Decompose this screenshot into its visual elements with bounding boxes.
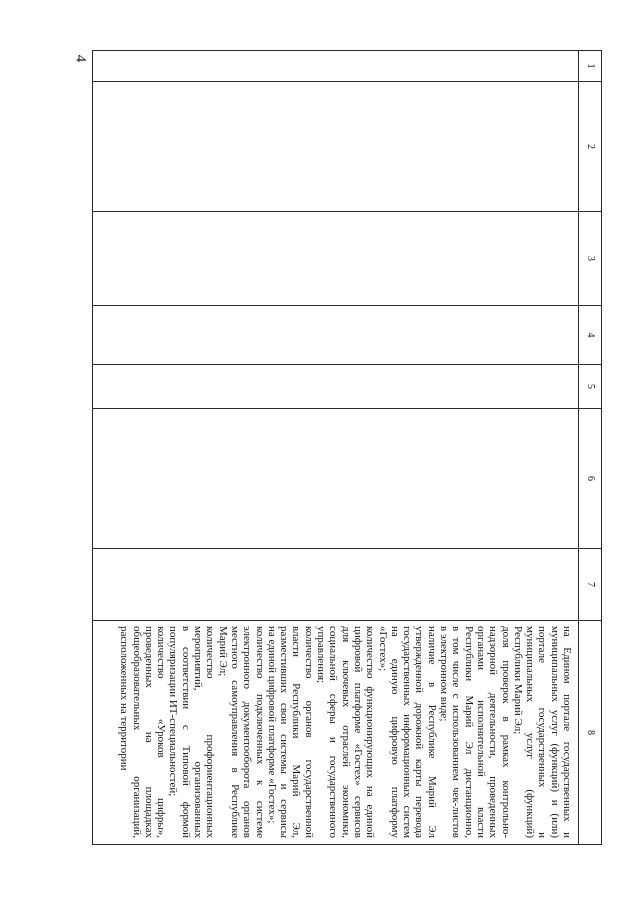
column-7-cell [93, 549, 579, 621]
text-line: в электронном виде; [438, 626, 451, 722]
text-line: на единую цифровую платформу [388, 626, 401, 838]
text-line: общеобразовательных организаций, [130, 626, 143, 838]
text-line: проведенных на площадках [142, 626, 155, 838]
column-2-cell [93, 82, 579, 212]
indicators-text [118, 626, 573, 838]
text-line: надзорной деятельности, проведенных [487, 626, 500, 838]
text-line: количество функционирующих на единой [364, 626, 377, 838]
text-line: управления; [315, 626, 328, 684]
text-line: на Едином портале государственных и [561, 626, 573, 838]
text-line: муниципальных услуг (функций) и (или) [548, 626, 561, 838]
column-header-1: 1 [579, 51, 601, 82]
column-header-6: 6 [579, 409, 601, 549]
page-number: 4 [72, 54, 89, 63]
text-line: доля проверок в рамках контрольно- [499, 626, 512, 838]
text-line: мероприятий, организованных [192, 626, 205, 838]
column-header-2: 2 [579, 82, 601, 212]
text-line: в том числе с использованием чек-листов [450, 626, 463, 838]
text-line: популяризации ИТ-специальностей; [167, 626, 180, 797]
text-line: портале государственных и [536, 626, 549, 838]
text-line: Марий Эл; [216, 626, 229, 677]
text-line: для ключевых отраслей экономики, [339, 626, 352, 838]
text-line: количество органов государственной [302, 626, 315, 838]
text-line: местного самоуправления в Республике [228, 626, 241, 838]
column-4-cell [93, 306, 579, 365]
document-table [92, 50, 602, 845]
text-line: наличие в Республике Марий Эл [425, 626, 438, 838]
text-line: в соответствии с Типовой формой [179, 626, 192, 838]
text-line: количество профориентационных [204, 626, 217, 838]
text-line: муниципальных услуг (функций) [524, 626, 537, 838]
text-line: органами исполнительной власти [474, 626, 487, 838]
column-8-cell [93, 621, 579, 844]
column-3-cell [93, 212, 579, 306]
text-line: электронного документооборота органов [241, 626, 254, 838]
text-line: утвержденной дорожной карты перевода [413, 626, 426, 838]
table-header-row [578, 51, 601, 844]
text-line: Республики Марий Эл дистанционно, [462, 626, 475, 838]
text-line: на единой цифровой платформе «Гостех»; [265, 626, 278, 824]
text-line: власти Республики Марий Эл, [290, 626, 303, 838]
column-header-8: 8 [585, 730, 596, 735]
column-6-cell [93, 409, 579, 549]
text-line: социальной сферы и государственного [327, 626, 340, 838]
column-header-4: 4 [579, 306, 601, 365]
text-line: разместивших свои системы и сервисы [278, 626, 291, 838]
column-header-7: 7 [579, 549, 601, 621]
column-5-cell [93, 365, 579, 409]
text-line: цифровой платформе «Гостех» сервисов [351, 626, 364, 838]
text-line: количество «Уроков цифры», [155, 626, 168, 838]
text-line: «Гостех»; [376, 626, 389, 672]
text-line: Республики Марий Эл; [511, 626, 524, 735]
column-header-5: 5 [579, 365, 601, 409]
column-header-3: 3 [579, 212, 601, 306]
text-line: количество подключенных к системе [253, 626, 266, 838]
column-1-cell [93, 51, 579, 82]
text-line: расположенных на территории [118, 626, 131, 771]
text-line: государственных информационных систем [401, 626, 414, 838]
